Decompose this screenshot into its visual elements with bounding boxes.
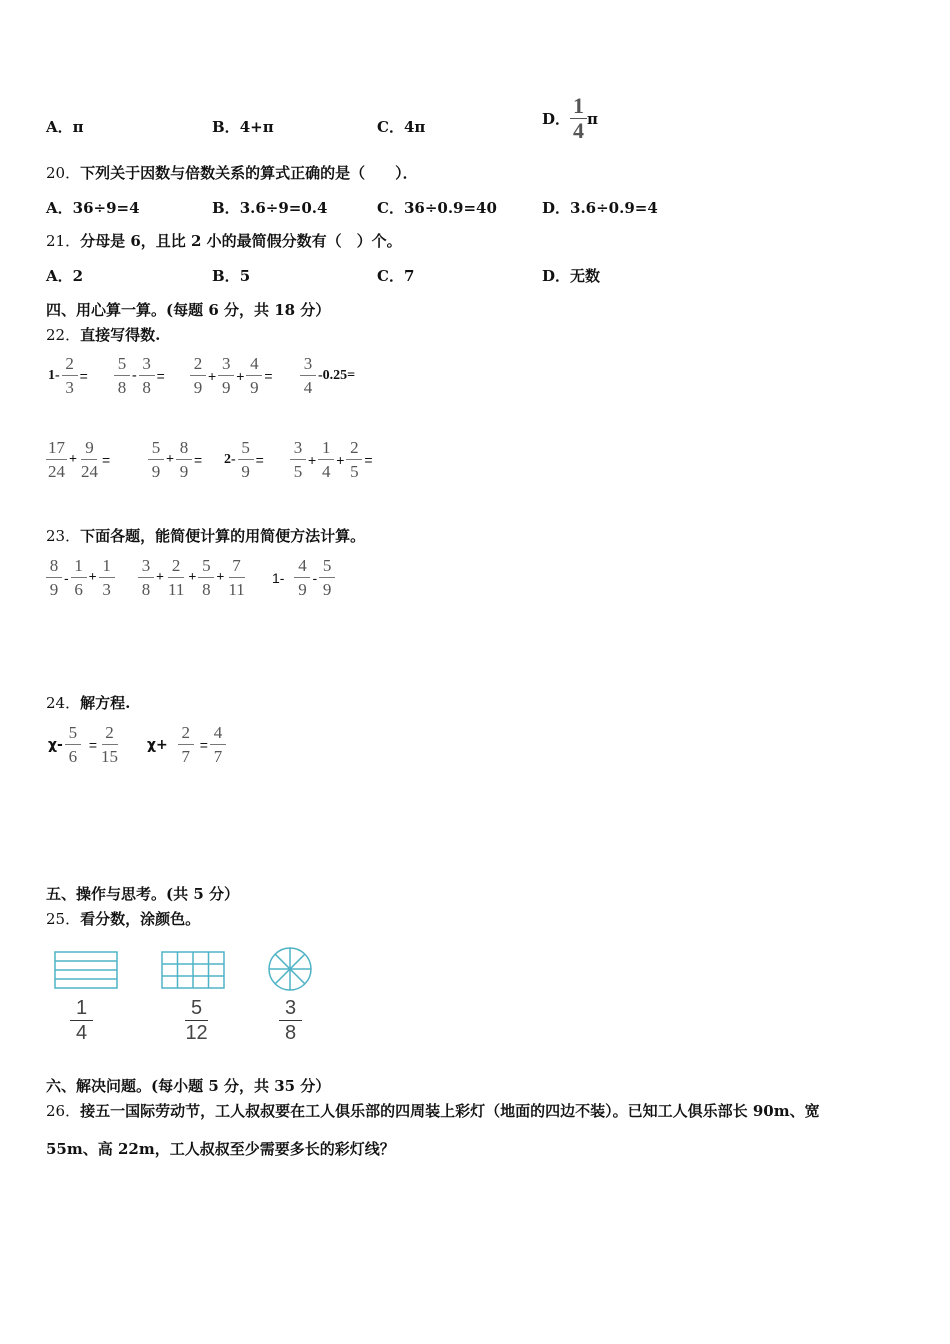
fraction: $\frac{3}{9}$ bbox=[218, 355, 234, 396]
q19-option-d[interactable] bbox=[542, 95, 598, 142]
fraction: $\frac{3}{8}$ bbox=[139, 355, 155, 396]
question-number: 22． bbox=[46, 326, 81, 344]
question-25 bbox=[46, 908, 200, 929]
fraction: $\frac{2}{5}$ bbox=[346, 439, 362, 480]
circle-eighths-figure[interactable] bbox=[267, 946, 313, 992]
q24-equation-1: χ- $\frac{5}{6}$ = $\frac{2}{15}$ bbox=[48, 723, 119, 766]
q24-equation-2: χ+ $\frac{2}{7}$ = $\frac{4}{7}$ bbox=[145, 724, 226, 765]
fraction: $\frac{1}{4}$ bbox=[318, 439, 334, 480]
option-label: B． bbox=[212, 118, 240, 136]
q19-option-b[interactable] bbox=[212, 116, 274, 137]
option-value: 4+π bbox=[239, 118, 274, 136]
q23-expr-3: 1- $\frac{4}{9}$ - $\frac{5}{9}$ bbox=[270, 557, 335, 598]
q20-option-c[interactable]: C．36÷0.9=40 bbox=[377, 199, 497, 217]
q22-expr-7: 2- $\frac{5}{9}$ = bbox=[224, 438, 264, 481]
question-number: 26． bbox=[46, 1102, 81, 1120]
section-6-title: 六、解决问题。(每小题 5 分，共 35 分） bbox=[46, 1077, 331, 1095]
question-number: 25． bbox=[46, 910, 81, 928]
question-text: 解方程. bbox=[80, 694, 131, 712]
question-text: 直接写得数. bbox=[80, 326, 161, 344]
question-number: 24． bbox=[46, 694, 81, 712]
q20-option-a[interactable]: A．36÷9=4 bbox=[46, 199, 140, 217]
rectangle-quarters-figure[interactable] bbox=[54, 951, 118, 989]
question-number: 23． bbox=[46, 527, 81, 545]
q23-expr-1: $\frac{8}{9}$ - $\frac{1}{6}$ + $\frac{1}{3}$ bbox=[46, 557, 115, 598]
fraction: $\frac{4}{9}$ bbox=[294, 557, 310, 598]
option-label: C． bbox=[377, 118, 404, 136]
q19-option-a[interactable] bbox=[46, 116, 84, 137]
fraction: $\frac{7}{11}$ bbox=[228, 556, 245, 599]
q22-expr-3: $\frac{2}{9}$ + $\frac{3}{9}$ + $\frac{4}{9}$ = bbox=[190, 355, 275, 396]
question-24 bbox=[46, 692, 130, 713]
fraction: $\frac{3}{8}$ bbox=[138, 557, 154, 598]
q21-option-d[interactable]: D．无数 bbox=[542, 267, 601, 285]
fraction: $\frac{1}{3}$ bbox=[99, 557, 115, 598]
option-value: 4π bbox=[403, 118, 426, 136]
fraction: $\frac{9}{24}$ bbox=[80, 438, 98, 481]
option-value: π bbox=[72, 118, 84, 136]
q22-expr-1: 1- $\frac{2}{3}$ = bbox=[48, 354, 88, 397]
question-26 bbox=[46, 1100, 820, 1121]
question-23 bbox=[46, 525, 365, 546]
q21-option-b[interactable]: B．5 bbox=[212, 267, 251, 285]
question-21 bbox=[46, 230, 402, 251]
fraction: $\frac{4}{9}$ bbox=[246, 355, 262, 396]
question-text: 下面各题，能简便计算的用简便方法计算。 bbox=[80, 527, 366, 545]
figure-2-fraction: 5 12 bbox=[185, 997, 208, 1044]
fraction: $\frac{2}{11}$ bbox=[167, 556, 185, 599]
question-text-line-1: 接五一国际劳动节，工人叔叔要在工人俱乐部的四周装上彩灯（地面的四边不装）。已知工人俱乐部长 90m、宽 bbox=[80, 1102, 820, 1120]
q22-expr-6: $\frac{5}{9}$ + $\frac{8}{9}$ = bbox=[148, 439, 204, 480]
question-text: 分母是 6，且比 2 小的最简假分数有（ ）个。 bbox=[80, 232, 402, 250]
q20-option-d[interactable]: D．3.6÷0.9=4 bbox=[542, 199, 658, 217]
fraction: $\frac{8}{9}$ bbox=[46, 557, 62, 598]
fraction: $\frac{2}{9}$ bbox=[190, 355, 206, 396]
question-26-continued bbox=[46, 1138, 395, 1159]
q19-option-c[interactable] bbox=[377, 116, 425, 137]
question-text: 看分数，涂颜色。 bbox=[80, 910, 201, 928]
figure-1-fraction: 1 4 bbox=[70, 998, 93, 1043]
q22-expr-4: $\frac{3}{4}$ -0.25= bbox=[300, 355, 357, 396]
fraction: $\frac{5}{8}$ bbox=[114, 355, 130, 396]
q21-option-a[interactable]: A．2 bbox=[46, 267, 84, 285]
question-20 bbox=[46, 162, 418, 183]
section-5-title: 五、操作与思考。(共 5 分） bbox=[46, 885, 239, 903]
option-label: D． bbox=[542, 110, 571, 128]
question-text-line-2: 55m、高 22m，工人叔叔至少需要多长的彩灯线？ bbox=[46, 1140, 395, 1158]
q22-expr-5: $\frac{17}{24}$ + $\frac{9}{24}$ = bbox=[48, 438, 111, 481]
question-number: 20． bbox=[46, 164, 81, 182]
rectangle-twelfths-figure[interactable] bbox=[161, 951, 225, 989]
q22-expr-8: $\frac{3}{5}$ + $\frac{1}{4}$ + $\frac{2}{5}$ = bbox=[290, 439, 375, 480]
fraction: $\frac{5}{8}$ bbox=[198, 557, 214, 598]
fraction: $\frac{5}{9}$ bbox=[148, 439, 164, 480]
fraction: $\frac{4}{7}$ bbox=[210, 724, 226, 765]
fraction: $\frac{5}{6}$ bbox=[65, 724, 81, 765]
fraction: $\frac{17}{24}$ bbox=[48, 438, 65, 481]
fraction: $\frac{2}{15}$ bbox=[101, 723, 119, 766]
fraction: 1 4 bbox=[570, 95, 587, 142]
q20-option-b[interactable]: B．3.6÷9=0.4 bbox=[212, 199, 328, 217]
fraction: $\frac{5}{9}$ bbox=[319, 557, 335, 598]
section-4-title: 四、用心算一算。(每题 6 分，共 18 分） bbox=[46, 301, 331, 319]
option-suffix: π bbox=[587, 109, 598, 128]
question-text: 下列关于因数与倍数关系的算式正确的是（ ）． bbox=[80, 164, 418, 182]
fraction: $\frac{2}{7}$ bbox=[178, 724, 194, 765]
fraction: $\frac{5}{9}$ bbox=[238, 439, 254, 480]
fraction: $\frac{3}{4}$ bbox=[300, 355, 316, 396]
q23-expr-2: $\frac{3}{8}$ + $\frac{2}{11}$ + $\frac{5}{8}$ + $\frac{7}{11}$ bbox=[138, 557, 247, 598]
figure-3-fraction: 3 8 bbox=[279, 998, 302, 1043]
option-label: A． bbox=[46, 118, 73, 136]
question-number: 21． bbox=[46, 232, 81, 250]
fraction: $\frac{2}{3}$ bbox=[62, 355, 78, 396]
fraction: $\frac{8}{9}$ bbox=[176, 439, 192, 480]
question-22 bbox=[46, 324, 160, 345]
q21-option-c[interactable]: C．7 bbox=[377, 267, 415, 285]
fraction: $\frac{3}{5}$ bbox=[290, 439, 306, 480]
q22-expr-2: $\frac{5}{8}$ - $\frac{3}{8}$ = bbox=[114, 355, 167, 396]
fraction: $\frac{1}{6}$ bbox=[71, 557, 87, 598]
